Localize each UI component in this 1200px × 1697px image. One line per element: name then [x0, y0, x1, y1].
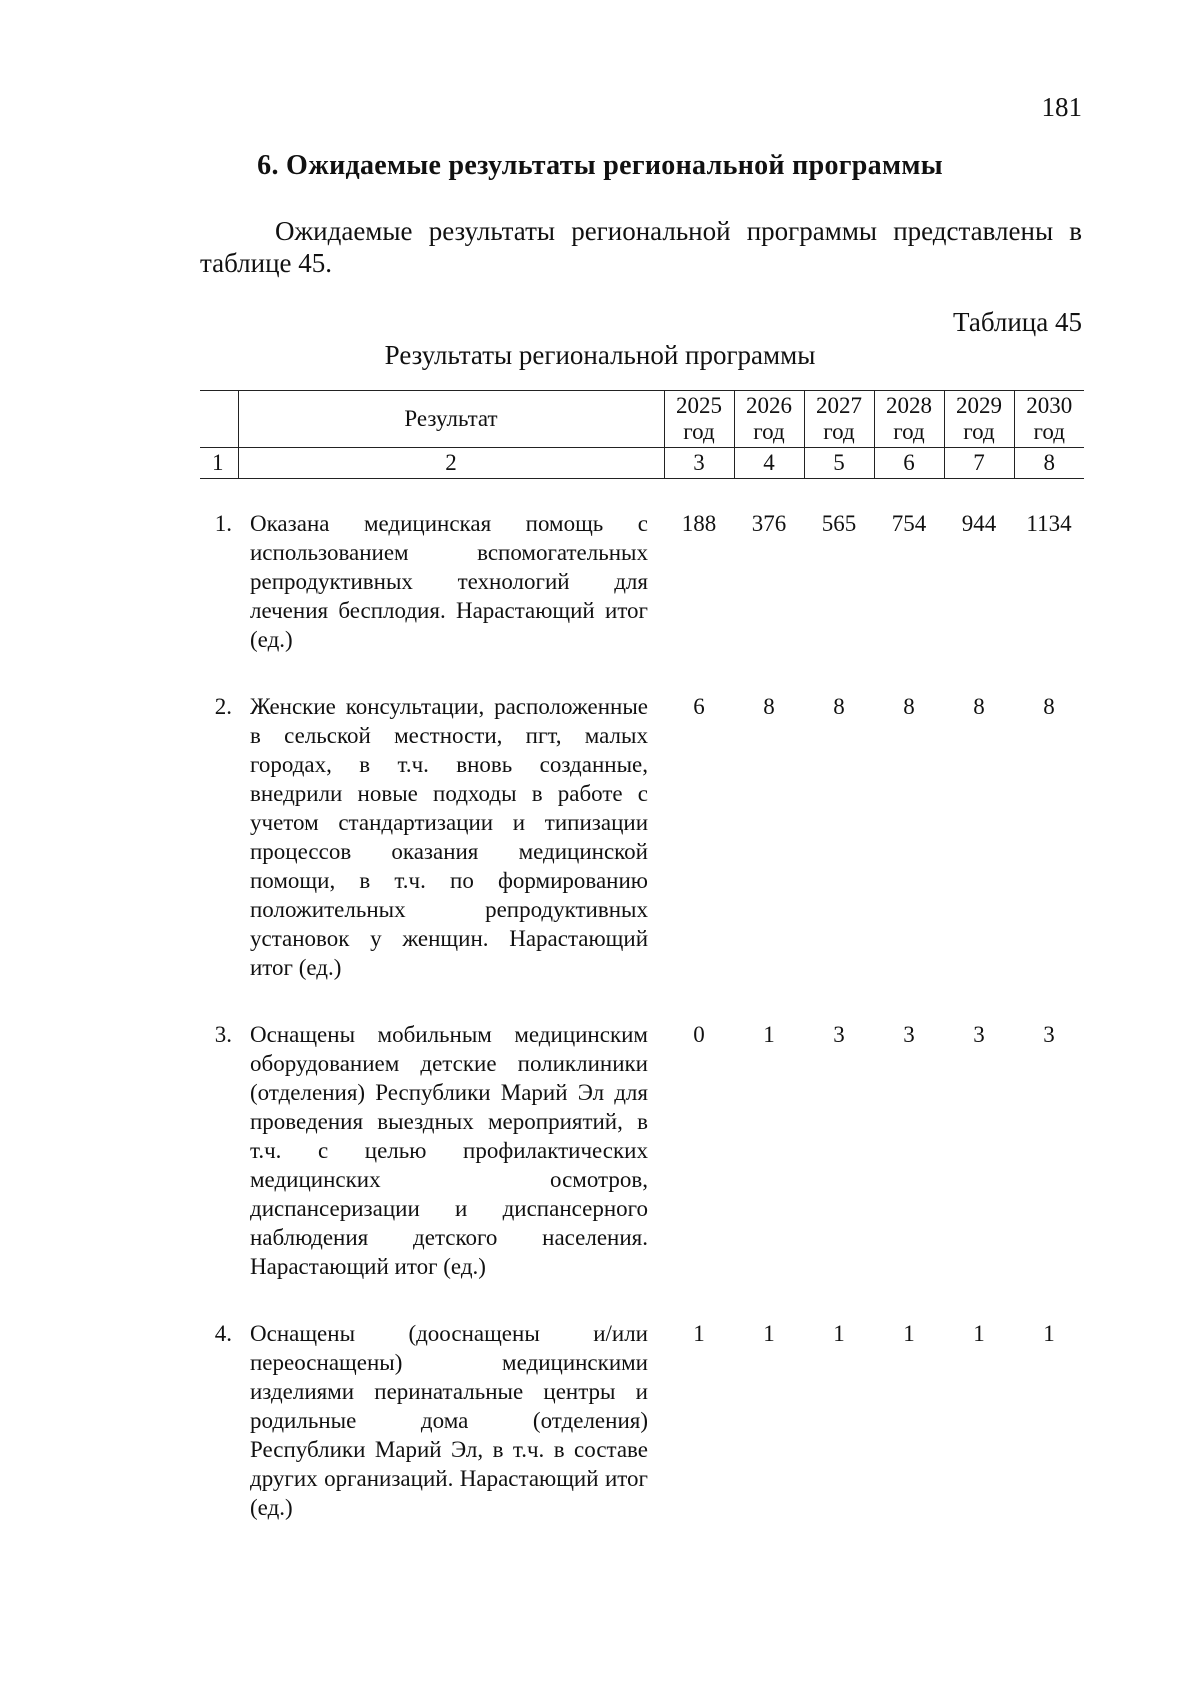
year-unit: год: [963, 419, 995, 444]
row-number: 2.: [214, 694, 232, 719]
year-unit: год: [823, 419, 855, 444]
row-value: 8: [763, 694, 775, 719]
row-value: 944: [961, 511, 997, 536]
table-index-row: [200, 448, 1084, 479]
row-result: Оснащены мобильным медицинским оборудованием детские поликлиники (отделения) Республики Марий Эл для проведения выездных мероприятий, в т.ч. с целью профилактических медицинских осмотров, диспансеризации и диспансерного наблюдения детского населения. Нарастающий итог (ед.): [250, 1022, 648, 1279]
header-year-2025: [664, 391, 734, 448]
row-value: 8: [1043, 694, 1055, 719]
page-number: 181: [1041, 92, 1082, 122]
table-row: [200, 1319, 1084, 1560]
row-value: 0: [693, 1022, 705, 1047]
table-row: [200, 509, 1084, 692]
index-cell: 5: [804, 448, 874, 479]
header-year-2028: [874, 391, 944, 448]
row-number: 3.: [214, 1022, 232, 1047]
table-row: [200, 1020, 1084, 1319]
header-year-2027: [804, 391, 874, 448]
index-cell: 2: [238, 448, 664, 479]
row-value: 1: [1043, 1321, 1055, 1346]
year-label: 2025: [676, 393, 722, 418]
row-value: 3: [833, 1022, 845, 1047]
row-value: 8: [833, 694, 845, 719]
table-label: Таблица 45: [953, 307, 1082, 337]
row-number: 4.: [214, 1321, 232, 1346]
row-value: 376: [751, 511, 787, 536]
intro-paragraph: Ожидаемые результаты региональной программы представлены в таблице 45.: [200, 216, 1082, 278]
year-unit: год: [893, 419, 925, 444]
index-cell: 1: [200, 448, 238, 479]
row-value: 1134: [1026, 511, 1072, 536]
index-cell: 8: [1014, 448, 1084, 479]
header-number-cell: [200, 391, 238, 448]
results-table: [200, 390, 1084, 1560]
table-caption: Результаты региональной программы: [384, 340, 816, 370]
year-unit: год: [683, 419, 715, 444]
row-value: 1: [973, 1321, 985, 1346]
row-value: 6: [693, 694, 705, 719]
row-number: 1.: [214, 511, 232, 536]
row-value: 8: [973, 694, 985, 719]
row-value: 3: [903, 1022, 915, 1047]
row-value: 1: [903, 1321, 915, 1346]
year-label: 2026: [746, 393, 792, 418]
header-result: Результат: [238, 391, 664, 448]
row-value: 1: [763, 1321, 775, 1346]
year-label: 2029: [956, 393, 1002, 418]
row-value: 188: [681, 511, 717, 536]
section-heading: 6. Ожидаемые результаты региональной программы: [257, 150, 943, 181]
row-result: Оказана медицинская помощь с использованием вспомогательных репродуктивных технологий для лечения бесплодия. Нарастающий итог (ед.): [250, 511, 648, 652]
row-value: 565: [821, 511, 857, 536]
index-cell: 6: [874, 448, 944, 479]
row-result: Оснащены (дооснащены и/или переоснащены) медицинскими изделиями перинатальные центры и родильные дома (отделения) Республики Марий Эл, в т.ч. в составе других организаций. Нарастающий итог (ед.): [250, 1321, 648, 1520]
index-cell: 3: [664, 448, 734, 479]
row-value: 754: [891, 511, 927, 536]
index-cell: 4: [734, 448, 804, 479]
year-unit: год: [1033, 419, 1065, 444]
row-value: 1: [693, 1321, 705, 1346]
table-row: [200, 692, 1084, 1020]
row-value: 3: [973, 1022, 985, 1047]
row-value: 1: [763, 1022, 775, 1047]
header-year-2026: [734, 391, 804, 448]
row-value: 3: [1043, 1022, 1055, 1047]
row-value: 1: [833, 1321, 845, 1346]
year-label: 2030: [1026, 393, 1073, 418]
year-unit: год: [753, 419, 785, 444]
year-label: 2027: [816, 393, 862, 418]
header-year-2029: [944, 391, 1014, 448]
row-value: 8: [903, 694, 915, 719]
row-result: Женские консультации, расположенные в сельской местности, пгт, малых городах, в т.ч. вновь созданные, внедрили новые подходы в работе с учетом стандартизации и типизации процессов оказания медицинской помощи, в т.ч. по формированию положительных репродуктивных установок у женщин. Нарастающий итог (ед.): [250, 694, 648, 980]
header-year-2030: [1014, 391, 1084, 448]
index-cell: 7: [944, 448, 1014, 479]
table-header-row: [200, 391, 1084, 448]
year-label: 2028: [886, 393, 932, 418]
